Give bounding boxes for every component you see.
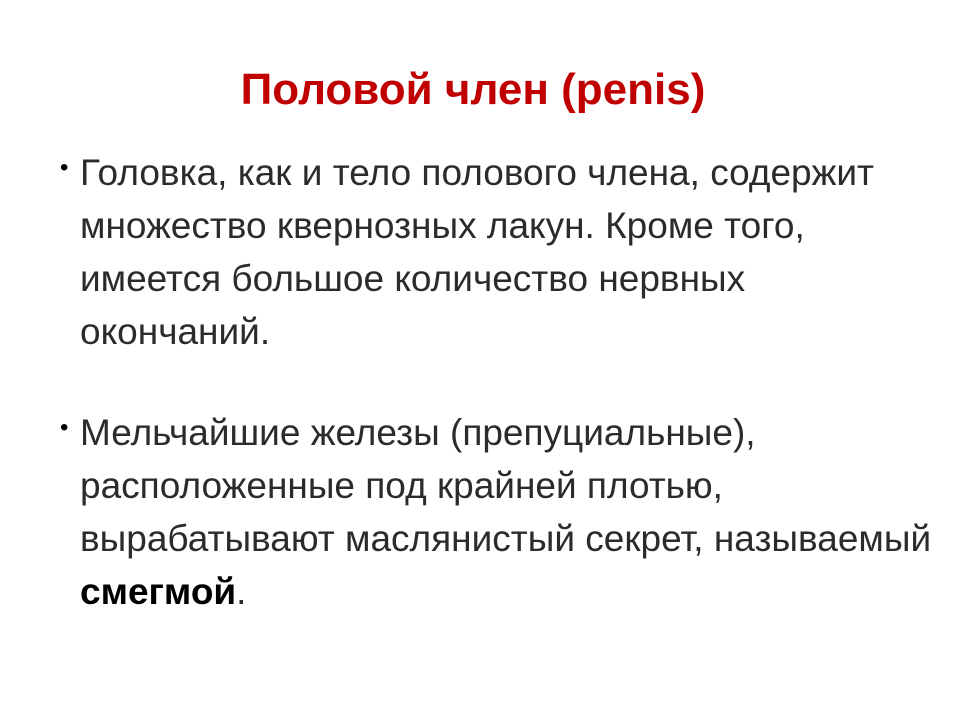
bullet-dot-icon: • bbox=[60, 154, 69, 181]
bullet-list bbox=[60, 146, 940, 618]
bullet-emphasis: смегмой bbox=[80, 571, 237, 612]
bullet-item-glans bbox=[60, 146, 940, 358]
bullet-item-glands bbox=[60, 406, 940, 618]
bullet-dot-icon: • bbox=[60, 414, 69, 441]
bullet-text: Мельчайшие железы (препуциальные), расположенные под крайней плотью, вырабатывают маслянистый секрет, называемый bbox=[80, 412, 932, 559]
bullet-text-end: . bbox=[236, 571, 247, 612]
bullet-text: Головка, как и тело полового члена, содержит множество квернозных лакун. Кроме того, имеется большое количество нервных окончаний. bbox=[80, 152, 874, 352]
slide-title: Половой член (penis) bbox=[240, 65, 706, 114]
